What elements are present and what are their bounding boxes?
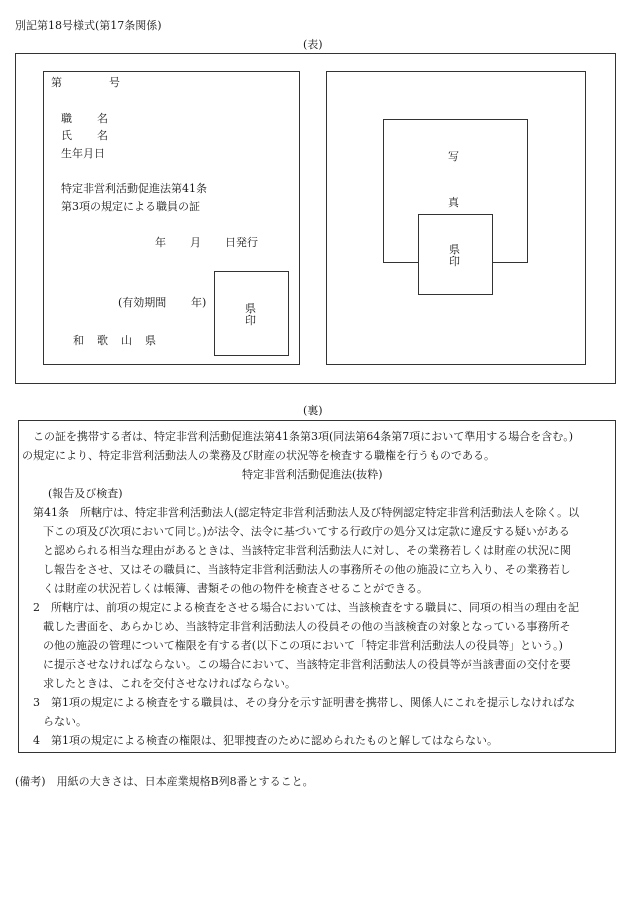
issuer-char-1: 和 <box>73 334 84 347</box>
field-name-a: 氏 <box>61 129 72 142</box>
article-line: に提示させなければならない。この場合において、当該特定非営利活動法人の役員等が当該書面の交付を要 <box>43 658 571 671</box>
issue-month: 月 <box>190 236 201 249</box>
article-line: らない。 <box>43 715 87 728</box>
section-heading: (報告及び検査) <box>48 487 123 500</box>
field-birth-date: 生年月日 <box>61 147 105 160</box>
article-line: し報告をさせ、又はその職員に、当該特定非営利活動法人の事務所その他の施設に立ち入り、その業務若し <box>43 563 571 576</box>
excerpt-title: 特定非営利活動促進法(抜粋) <box>242 468 383 481</box>
field-name-b: 名 <box>97 129 108 142</box>
article-line: 載した書面を、あらかじめ、当該特定非営利活動法人の役員その他の当該検査の対象となっている事務所そ <box>43 620 571 633</box>
validity-open: (有効期間 <box>118 296 167 309</box>
card-seal-char-1: 県 <box>245 302 256 315</box>
article-line: 4 第1項の規定による検査の権限は、犯罪捜査のために認められたものと解してはならない。 <box>33 734 498 747</box>
photo-seal-char-2: 印 <box>449 255 460 268</box>
card-seal-char-2: 印 <box>245 314 256 327</box>
article-line: 求したときは、これを交付させなければならない。 <box>43 677 296 690</box>
issue-day: 日発行 <box>225 236 258 249</box>
article-line: 3 第1項の規定による検査をする職員は、その身分を示す証明書を携帯し、関係人にこれを提示しなければな <box>33 696 575 709</box>
validity-close: 年) <box>191 296 207 309</box>
article-line: 2 所轄庁は、前項の規定による検査をさせる場合においては、当該検査をする職員に、同項の相当の理由を記 <box>33 601 579 614</box>
number-left: 第 <box>51 76 62 89</box>
law-line-2: 第3項の規定による職員の証 <box>61 200 200 213</box>
law-line-1: 特定非営利活動促進法第41条 <box>61 182 207 195</box>
field-title-a: 職 <box>61 112 72 125</box>
photo-seal-char-1: 県 <box>449 243 460 256</box>
photo-label-2: 真 <box>448 196 459 209</box>
intro-line-1: この証を携帯する者は、特定非営利活動促進法第41条第3項(同法第64条第7項において準用する場合を含む。) <box>33 430 574 443</box>
issuer-char-3: 山 <box>121 334 132 347</box>
article-line: くは財産の状況若しくは帳簿、書類その他の物件を検査させることができる。 <box>43 582 428 595</box>
issuer-char-2: 歌 <box>97 334 108 347</box>
issuer-char-4: 県 <box>145 334 156 347</box>
photo-label-1: 写 <box>448 150 459 163</box>
footer-note: (備考) 用紙の大きさは、日本産業規格B列8番とすること。 <box>15 775 314 788</box>
form-title: 別記第18号様式(第17条関係) <box>15 19 162 32</box>
field-title-b: 名 <box>97 112 108 125</box>
back-label: (裏) <box>303 404 323 417</box>
number-right: 号 <box>109 76 120 89</box>
article-line: の他の施設の管理について権限を有する者(以下この項において「特定非営利活動法人の役員等」という。) <box>43 639 563 652</box>
article-line: 下この項及び次項において同じ。)が法令、法令に基づいてする行政庁の処分又は定款に違反する疑いがある <box>43 525 570 538</box>
issue-year: 年 <box>155 236 166 249</box>
article-line: 第41条 所轄庁は、特定非営利活動法人(認定特定非営利活動法人及び特例認定特定非営利活動法人を除く。以 <box>33 506 580 519</box>
intro-line-2: の規定により、特定非営利活動法人の業務及び財産の状況等を検査する職権を行うものである。 <box>22 449 495 462</box>
front-label: (表) <box>303 38 323 51</box>
article-line: と認められる相当な理由があるときは、当該特定非営利活動法人に対し、その業務若しくは財産の状況に関 <box>43 544 571 557</box>
